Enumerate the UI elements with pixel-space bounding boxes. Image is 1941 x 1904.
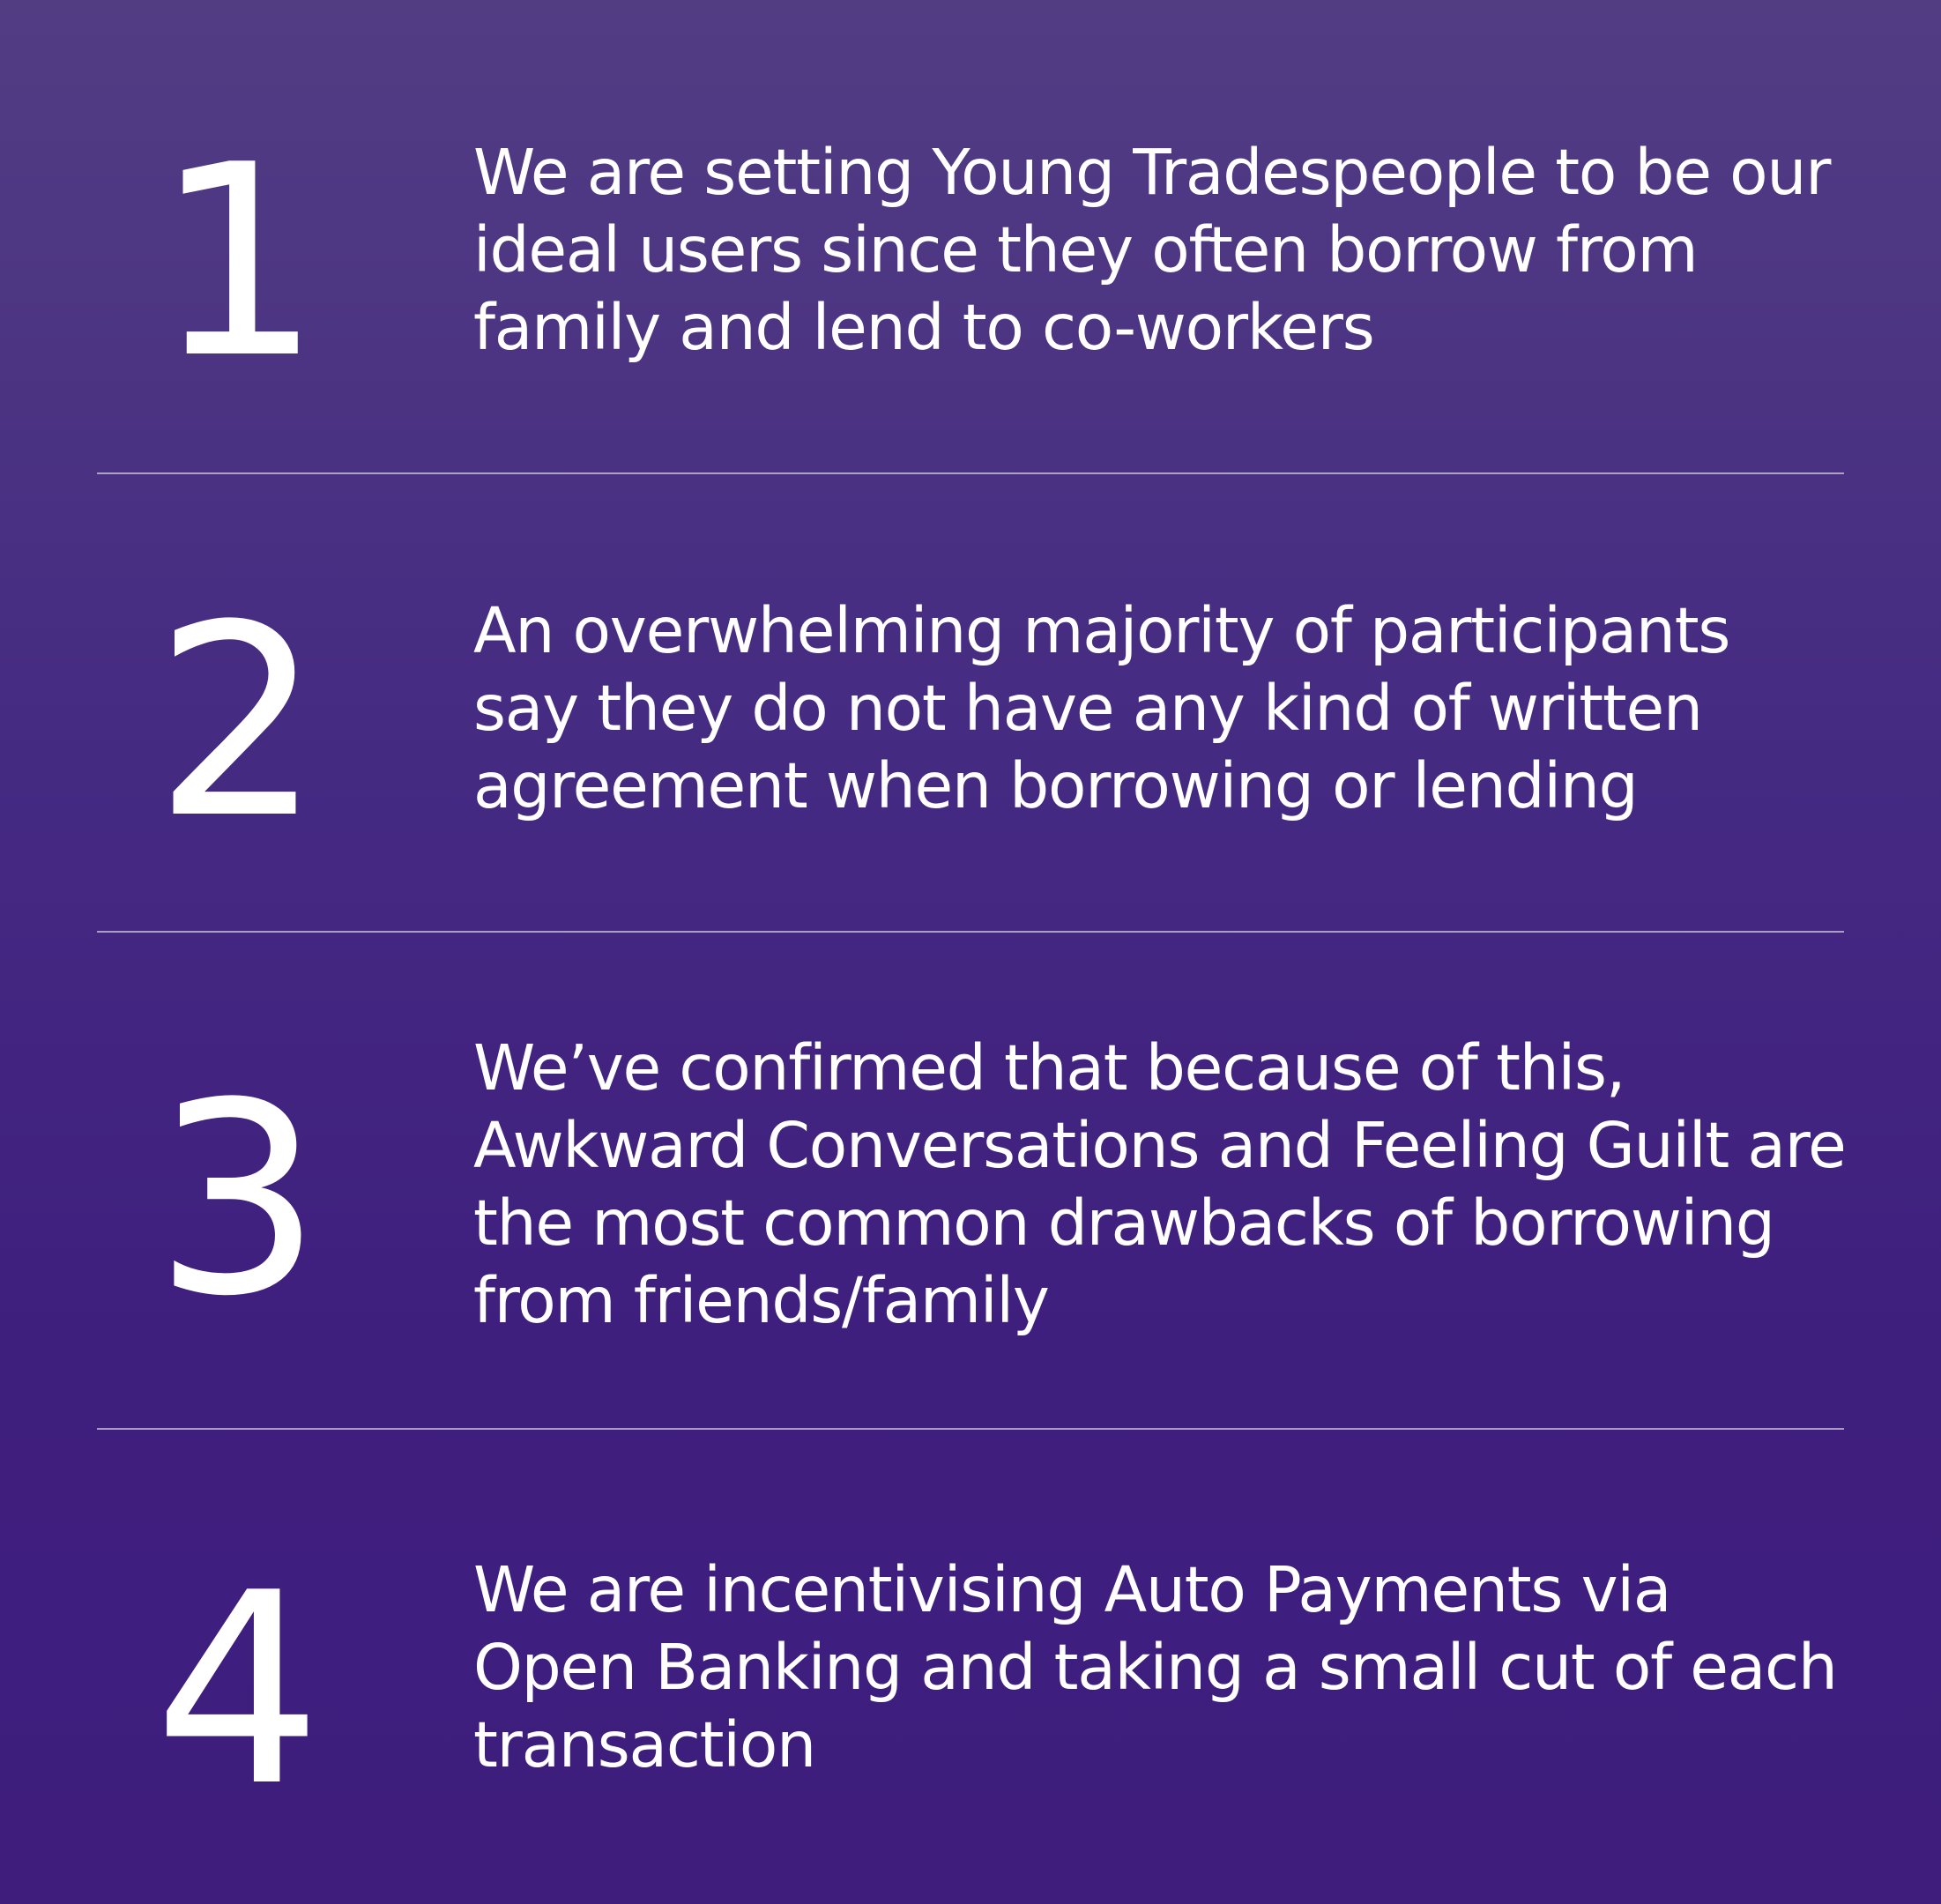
divider [97,931,1844,933]
finding-text: We’ve confirmed that because of this, Awkward Conversations and Feeling Guilt are the most common drawbacks of borrowing from friends/family [473,1031,1846,1337]
finding-text: We are setting Young Tradespeople to be our ideal users since they often borrow from family and lend to co-workers [473,136,1831,364]
finding-text: An overwhelming majority of participants say they do not have any kind of written agreement when borrowing or lending [473,594,1730,822]
finding-text: We are incentivising Auto Payments via Open Banking and taking a small cut of each transaction [473,1553,1837,1781]
finding-number: 3 [153,1046,323,1354]
finding-number: 1 [153,108,323,416]
divider [97,1428,1844,1430]
finding-number: 4 [153,1536,323,1844]
finding-number: 2 [153,569,323,876]
divider [97,472,1844,474]
